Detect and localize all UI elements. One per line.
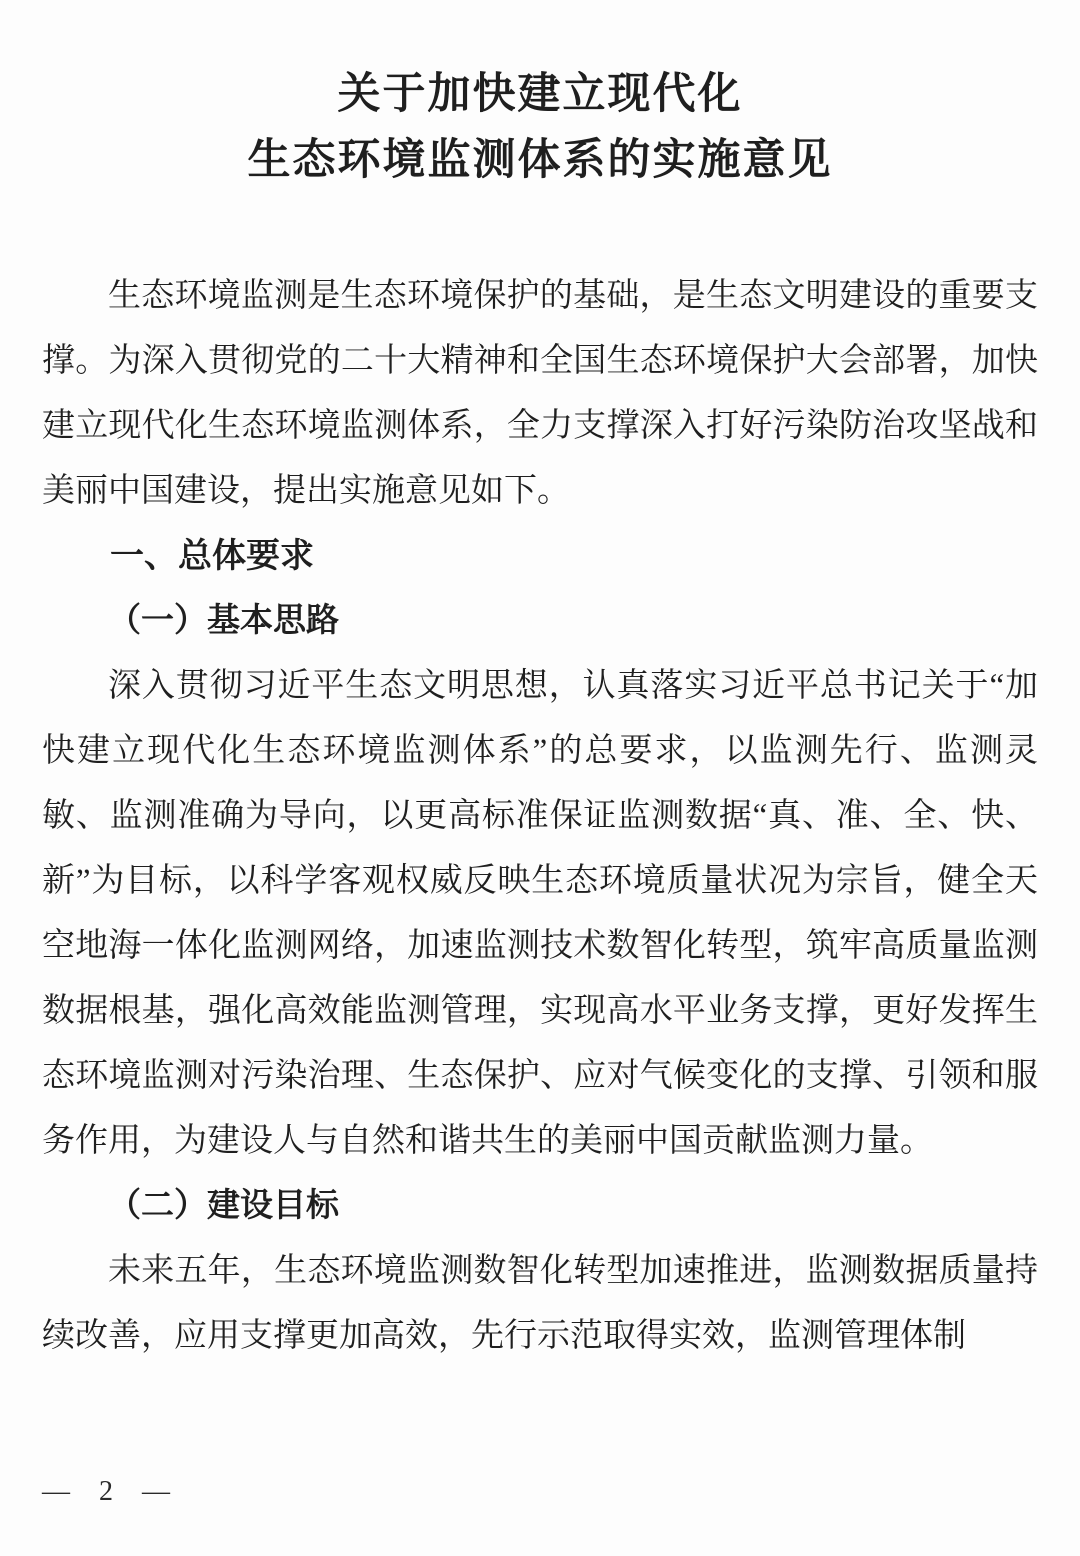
sub-heading-construction-goals: （二）建设目标 [108,1188,339,1224]
page-number: — 2 — [42,1476,176,1507]
document-body [42,264,1038,1369]
paragraph-introduction: 生态环境监测是生态环境保护的基础，是生态文明建设的重要支撑。为深入贯彻党的二十大精神和全国生态环境保护大会部署，加快建立现代化生态环境监测体系，全力支撑深入打好污染防治攻坚战和美丽中国建设，提出实施意见如下。 [42,278,1038,509]
document-title [42,62,1038,194]
page-footer [42,1476,176,1508]
section-heading-overall-requirements: 一、总体要求 [110,537,314,575]
sub-heading-basic-approach: （一）基本思路 [108,603,339,639]
paragraph-construction-goals: 未来五年，生态环境监测数智化转型加速推进，监测数据质量持续改善，应用支撑更加高效，先行示范取得实效，监测管理体制 [42,1253,1038,1354]
title-line-2: 生态环境监测体系的实施意见 [247,137,833,184]
paragraph-basic-approach: 深入贯彻习近平生态文明思想，认真落实习近平总书记关于“加快建立现代化生态环境监测体系”的总要求，以监测先行、监测灵敏、监测准确为导向，以更高标准保证监测数据“真、准、全、快、新”为目标，以科学客观权威反映生态环境质量状况为宗旨，健全天空地海一体化监测网络，加速监测技术数智化转型，筑牢高质量监测数据根基，强化高效能监测管理，实现高水平业务支撑，更好发挥生态环境监测对污染治理、生态保护、应对气候变化的支撑、引领和服务作用，为建设人与自然和谐共生的美丽中国贡献监测力量。 [42,668,1038,1159]
title-line-1: 关于加快建立现代化 [337,71,743,118]
